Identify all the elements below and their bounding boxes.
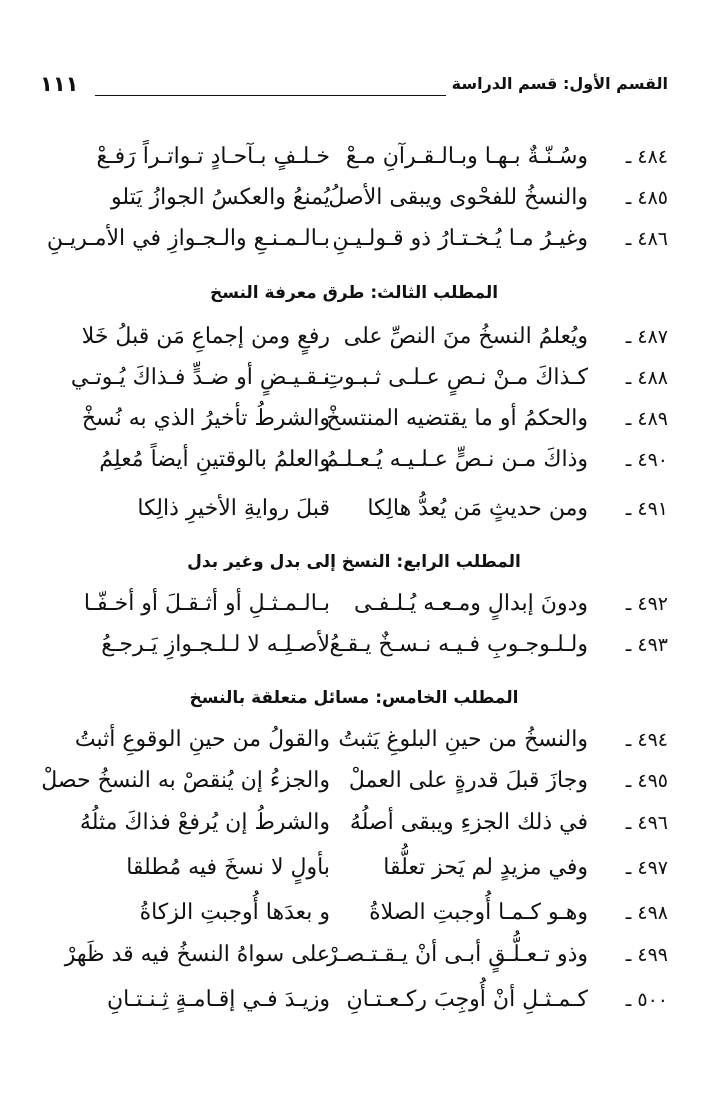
verse-second-hemistich: على سواهُ النسخُ فيه قد ظَهرْ: [64, 942, 330, 967]
verse-second-hemistich: والعلمُ بالوقتينِ أيضاً مُعلِمُ: [99, 447, 330, 472]
verse-second-hemistich: نـقـيـضٍ أو ضـدٍّ فـذاكَ يُـوتـي: [70, 365, 330, 390]
verse-first-hemistich: وهـو كـمـا أُوجبتِ الصلاةُ: [369, 900, 588, 925]
running-head: القسم الأول: قسم الدراسة: [451, 74, 668, 93]
verse-first-hemistich: وجازَ قبلَ قدرةٍ على العملْ: [348, 768, 588, 793]
verse-first-hemistich: ودونَ إبدالٍ ومـعـه يُـلـفـى: [354, 591, 588, 616]
section-heading: المطلب الرابع: النسخ إلى بدل وغير بدل: [187, 552, 521, 572]
verse-second-hemistich: قبلَ روايةِ الأخيرِ ذالِكا: [137, 496, 330, 521]
verse-row: [40, 443, 668, 483]
verse-row: [40, 764, 668, 804]
verse-number: ٤٨٩ ـ: [625, 408, 668, 430]
verse-first-hemistich: في ذلك الجزءِ ويبقى أصلُهُ: [349, 810, 588, 835]
verse-second-hemistich: وزيـدَ فـي إقـامـةٍ ثِـنـتـانِ: [106, 987, 330, 1012]
verse-row: [40, 361, 668, 401]
verse-second-hemistich: خـلـفٍ بـآحـادٍ تـواتـراً رَفـعْ: [96, 144, 330, 169]
verse-row: [40, 402, 668, 442]
verse-first-hemistich: وذو تـعـلُّـقٍ أبـى أنْ يـقـتـصـرْ: [327, 942, 588, 967]
verse-number: ٥٠٠ ـ: [625, 989, 668, 1011]
verse-first-hemistich: والنسخُ للفحْوى ويبقى الأصلُ: [328, 185, 588, 210]
verse-first-hemistich: وغيـرُ مـا يُـخـتـارُ ذو قـولـيـنِ: [332, 226, 588, 251]
verse-second-hemistich: لأصـلِـه لا لـلـجـوازِ يَـرجـعُ: [101, 632, 330, 657]
verse-row: [40, 628, 668, 668]
verse-number: ٤٩٨ ـ: [625, 902, 668, 924]
verse-second-hemistich: والجزءُ إن يُنقصْ به النسخُ حصلْ: [41, 768, 330, 793]
verse-first-hemistich: كـذاكَ مـنْ نـصٍ عـلـى ثـبـوتِ: [323, 365, 588, 390]
verse-second-hemistich: رفعٍ ومن إجماعِ مَن قبلُ خَلا: [81, 324, 330, 349]
verse-row: [40, 140, 668, 180]
verse-row: [40, 896, 668, 936]
verse-row: [40, 851, 668, 891]
verse-number: ٤٨٤ ـ: [625, 146, 668, 168]
verse-row: [40, 587, 668, 627]
verse-row: [40, 320, 668, 360]
verse-number: ٤٨٦ ـ: [625, 228, 668, 250]
verse-first-hemistich: والحكمُ أو ما يقتضيه المنتسخْ: [326, 406, 588, 431]
verse-first-hemistich: والنسخُ من حينِ البلوغِ يَثبتُ: [338, 727, 588, 752]
verse-row: [40, 983, 668, 1023]
section-heading: المطلب الخامس: مسائل متعلقة بالنسخ: [189, 688, 519, 708]
verse-number: ٤٩٩ ـ: [625, 944, 668, 966]
verse-row: [40, 222, 668, 262]
verse-number: ٤٩٦ ـ: [625, 812, 668, 834]
verse-number: ٤٨٨ ـ: [625, 367, 668, 389]
verse-number: ٤٩١ ـ: [625, 498, 668, 520]
verse-first-hemistich: وذاكَ مـن نـصٍّ عـلـيـه يُـعـلـمُ: [324, 447, 588, 472]
verse-number: ٤٩٠ ـ: [625, 449, 668, 471]
page-header: [40, 72, 668, 106]
verse-row: [40, 723, 668, 763]
verse-second-hemistich: والشرطُ تأخيرُ الذي به نُسخْ: [81, 406, 330, 431]
verse-second-hemistich: بـالـمـثـلِ أو أثـقـلَ أو أخـفّـا: [83, 591, 330, 616]
verse-second-hemistich: بـالـمـنـعِ والـجـوازِ في الأمـريـنِ: [46, 226, 330, 251]
verse-number: ٤٩٤ ـ: [625, 729, 668, 751]
verse-number: ٤٨٧ ـ: [625, 326, 668, 348]
verse-second-hemistich: و بعدَها أُوجبتِ الزكاةُ: [139, 900, 330, 925]
verse-second-hemistich: يُمنعُ والعكسُ الجوازُ يَتلو: [111, 185, 330, 210]
verse-row: [40, 938, 668, 978]
verse-second-hemistich: والقولُ من حينِ الوقوعِ أثبتُ: [74, 727, 330, 752]
verse-first-hemistich: وفي مزيدٍ لم يَحز تعلُّقا: [383, 855, 588, 880]
verse-first-hemistich: ويُعلمُ النسخُ منَ النصِّ على: [343, 324, 588, 349]
header-rule: [95, 95, 446, 96]
verse-second-hemistich: بأولٍ لا نسخَ فيه مُطلقا: [126, 855, 330, 880]
verse-number: ٤٨٥ ـ: [625, 187, 668, 209]
verse-first-hemistich: ولـلـوجـوبِ فـيـه نـسـخٌ يـقـعُ: [329, 632, 588, 657]
verse-number: ٤٩٥ ـ: [625, 770, 668, 792]
verse-first-hemistich: كـمـثـلِ أنْ أُوجِبَ ركـعـتـانِ: [346, 987, 588, 1012]
page-number: ١١١: [40, 72, 79, 96]
verse-second-hemistich: والشرطُ إن يُرفعْ فذاكَ مثلُهُ: [79, 810, 330, 835]
verse-row: [40, 181, 668, 221]
verse-first-hemistich: ومن حديثٍ مَن يُعدُّ هالِكا: [367, 496, 588, 521]
section-heading: المطلب الثالث: طرق معرفة النسخ: [209, 283, 499, 303]
verse-number: ٤٩٣ ـ: [625, 634, 668, 656]
verse-row: [40, 492, 668, 532]
verse-row: [40, 806, 668, 846]
verse-first-hemistich: وسُـنّـةٌ بـهـا وبـالـقـرآنِ مـعْ: [345, 144, 588, 169]
verse-number: ٤٩٢ ـ: [625, 593, 668, 615]
verse-number: ٤٩٧ ـ: [625, 857, 668, 879]
